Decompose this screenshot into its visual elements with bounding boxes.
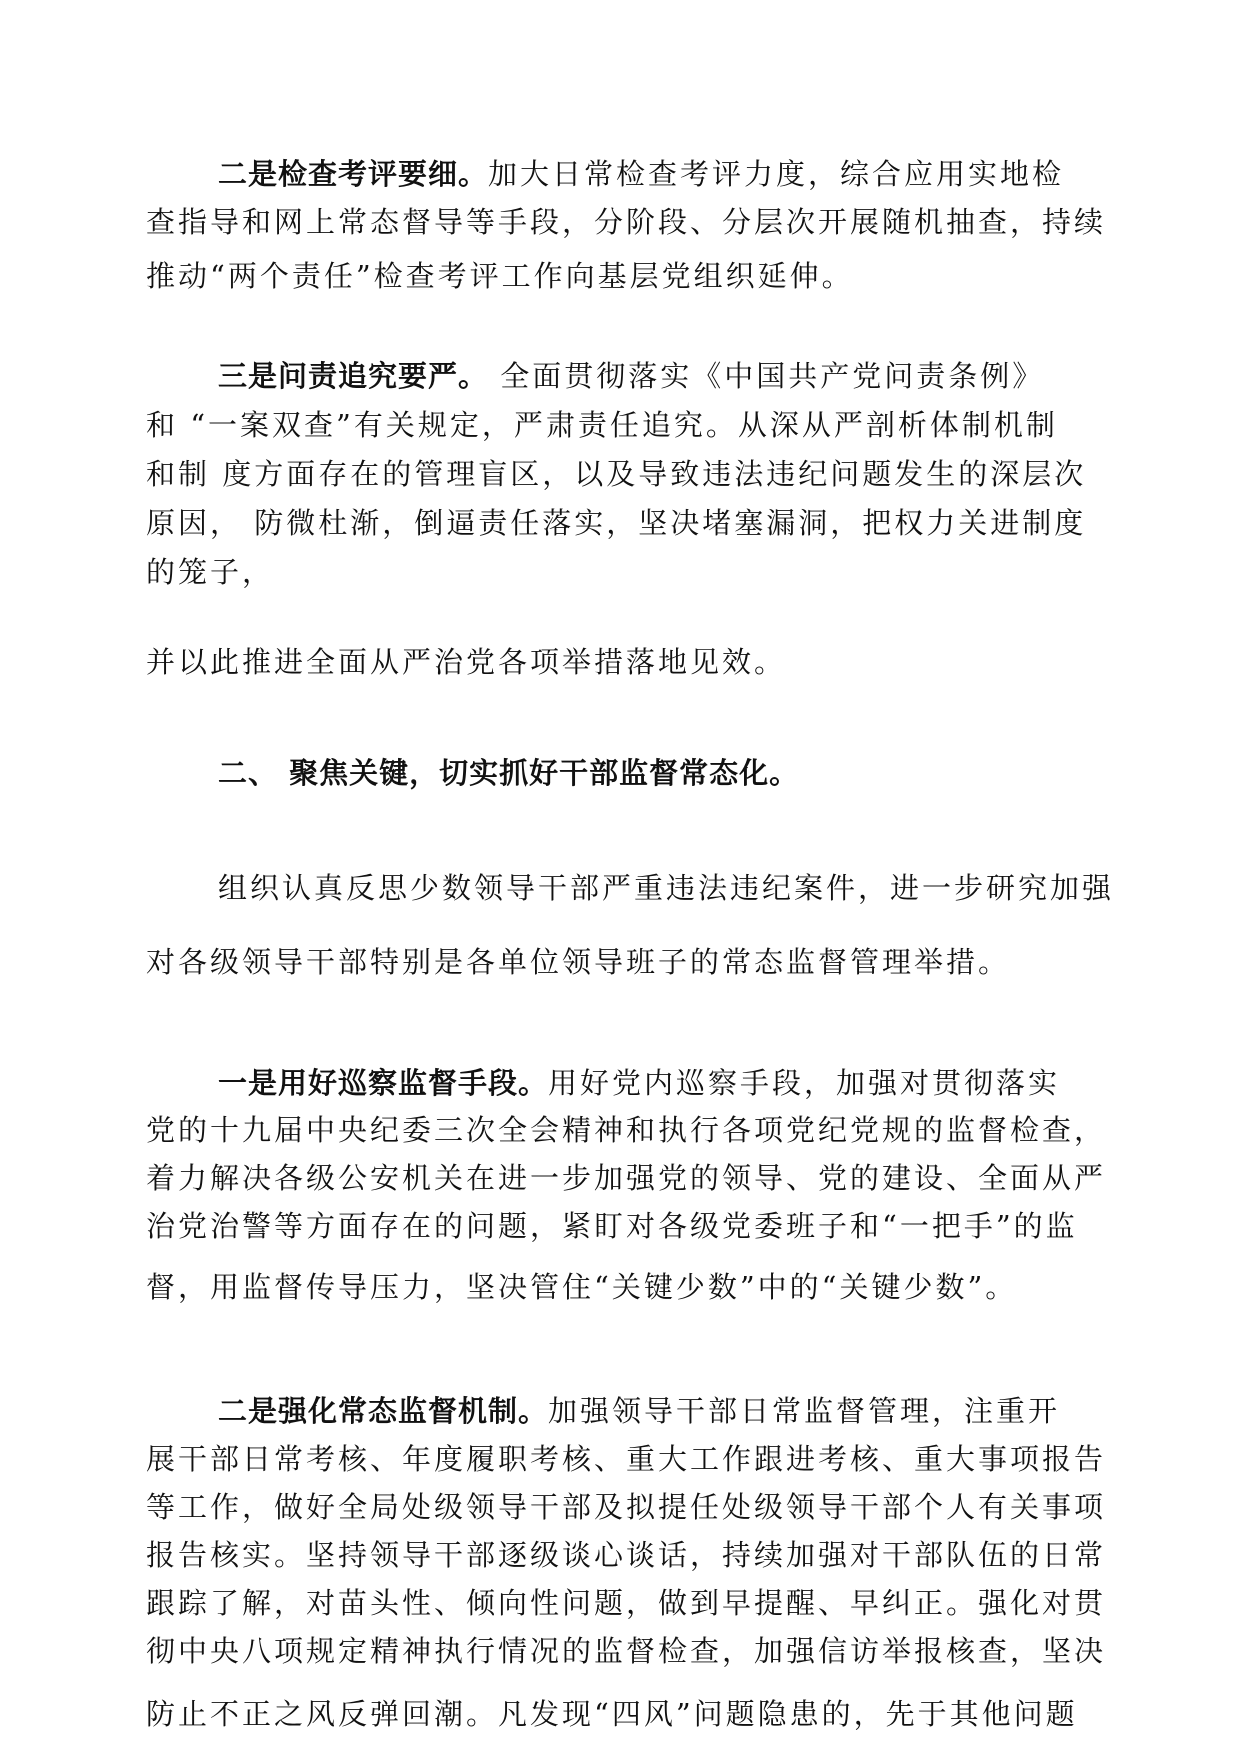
paragraph-2-line-2: 和 “一案双查”有关规定，严肃责任追究。从深从严剖析体制机制 — [146, 408, 1058, 442]
paragraph-2-line-5: 的笼子， — [146, 555, 275, 589]
paragraph-5-text: 加强领导干部日常监督管理，注重开 — [548, 1394, 1061, 1428]
paragraph-4-lead: 一是用好巡察监督手段。 — [218, 1066, 549, 1100]
paragraph-2-line-4: 原因， 防微杜渐，倒逼责任落实，坚决堵塞漏洞，把权力关进制度 — [146, 506, 1087, 540]
paragraph-1-text: 加大日常检查考评力度，综合应用实地检 — [488, 157, 1065, 191]
paragraph-2-line-3: 和制 度方面存在的管理盲区，以及导致违法违纪问题发生的深层次 — [146, 457, 1087, 491]
paragraph-5-line-4: 报告核实。坚持领导干部逐级谈心谈话，持续加强对干部队伍的日常 — [146, 1538, 1107, 1572]
paragraph-2-line-6: 并以此推进全面从严治党各项举措落地见效。 — [146, 645, 787, 679]
paragraph-5-line-2: 展干部日常考核、年度履职考核、重大工作跟进考核、重大事项报告 — [146, 1442, 1107, 1476]
paragraph-4-line-5: 督，用监督传导压力，坚决管住“关键少数”中的“关键少数”。 — [146, 1270, 1018, 1304]
paragraph-5-line-7: 防止不正之风反弹回潮。凡发现“四风”问题隐患的，先于其他问题 — [146, 1697, 1078, 1731]
paragraph-4-line-2: 党的十九届中央纪委三次全会精神和执行各项党纪党规的监督检查， — [146, 1113, 1107, 1147]
paragraph-3-line-1: 组织认真反思少数领导干部严重违法违纪案件，进一步研究加强 — [218, 871, 1115, 905]
paragraph-1-line-3: 推动“两个责任”检查考评工作向基层党组织延伸。 — [146, 259, 854, 293]
paragraph-1-lead: 二是检查考评要细。 — [218, 157, 489, 191]
paragraph-2-text: 全面贯彻落实《中国共产党问责条例》 — [488, 359, 1045, 393]
paragraph-1-line-1 — [218, 156, 1064, 192]
paragraph-5-line-3: 等工作，做好全局处级领导干部及拟提任处级领导干部个人有关事项 — [146, 1490, 1107, 1524]
paragraph-4-line-4: 治党治警等方面存在的问题，紧盯对各级党委班子和“一把手”的监 — [146, 1209, 1078, 1243]
paragraph-2-lead: 三是问责追究要严。 — [218, 359, 489, 393]
paragraph-5-lead: 二是强化常态监督机制。 — [218, 1394, 549, 1428]
paragraph-4-line-1 — [218, 1065, 1060, 1101]
section-heading: 二、 聚焦关键，切实抓好干部监督常态化。 — [218, 756, 800, 790]
paragraph-2-line-1 — [218, 358, 1044, 394]
paragraph-5-line-6: 彻中央八项规定精神执行情况的监督检查，加强信访举报核查，坚决 — [146, 1634, 1107, 1668]
paragraph-5-line-1 — [218, 1393, 1060, 1429]
paragraph-5-line-5: 跟踪了解，对苗头性、倾向性问题，做到早提醒、早纠正。强化对贯 — [146, 1586, 1107, 1620]
paragraph-1-line-2: 查指导和网上常态督导等手段，分阶段、分层次开展随机抽查，持续 — [146, 205, 1107, 239]
paragraph-3-line-2: 对各级领导干部特别是各单位领导班子的常态监督管理举措。 — [146, 945, 1011, 979]
paragraph-4-line-3: 着力解决各级公安机关在进一步加强党的领导、党的建设、全面从严 — [146, 1161, 1107, 1195]
paragraph-4-text: 用好党内巡察手段，加强对贯彻落实 — [548, 1066, 1061, 1100]
